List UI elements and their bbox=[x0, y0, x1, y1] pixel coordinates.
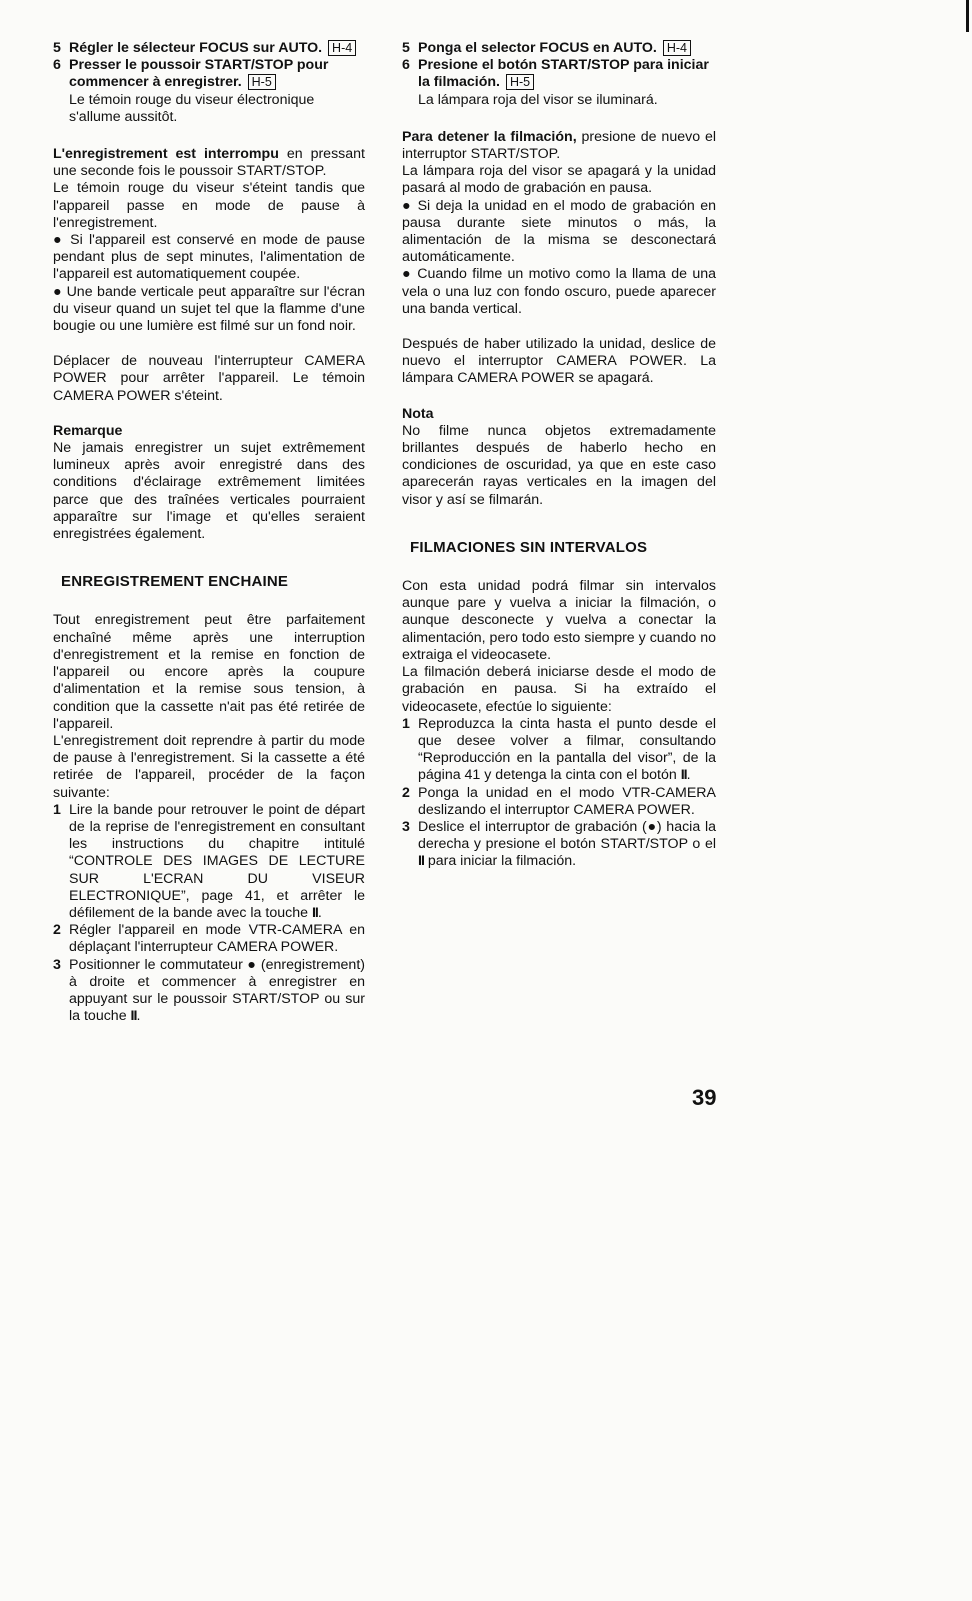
es-step-5-text: Ponga el selector FOCUS en AUTO. bbox=[418, 40, 657, 56]
es-section-title: FILMACIONES SIN INTERVALOS bbox=[410, 538, 648, 556]
fr-list-step-3 bbox=[53, 957, 365, 1026]
fr-step-5-text: Régler le sélecteur FOCUS sur AUTO. bbox=[69, 40, 323, 56]
fr-step-6-number: 6 bbox=[53, 57, 61, 74]
es-step-6-sub: La lámpara roja del visor se iluminará. bbox=[418, 91, 658, 108]
fr-remark-text: Ne jamais enregistrer un sujet extrêmement lumineux après avoir enregistré dans des conditions d'éclairage extrêmement limitées parce que des traînées verticales pourraient apparaître sur l'image et qu'elles seraient enregistrées également. bbox=[53, 440, 365, 543]
es-intro-2: La filmación deberá iniciarse desde el modo de grabación en pausa. Si ha extraído el videocasete, efectúe lo siguiente: bbox=[402, 664, 716, 715]
fr-step-5-number: 5 bbox=[53, 40, 61, 56]
es-step-5 bbox=[402, 40, 716, 57]
pause-icon: II bbox=[311, 904, 318, 921]
es-note-text: No filme nunca objetos extremadamente brillantes después de haberlo hecho en condiciones de oscuridad, ya que en este caso aparecerán rayas verticales en la imagen del visor y así se filmarán. bbox=[402, 422, 716, 508]
fr-step-6-tag: H-5 bbox=[248, 74, 276, 90]
es-step-5-number: 5 bbox=[402, 40, 410, 56]
fr-list-step-1-tail: . bbox=[317, 904, 322, 921]
fr-step-6 bbox=[53, 57, 365, 126]
fr-stop-rest: en pressant une seconde fois le poussoir START/STOP. bbox=[53, 146, 365, 180]
es-list-step-2-text: Ponga la unidad en el modo VTR-CAMERA deslizando el interruptor CAMERA POWER. bbox=[418, 784, 716, 818]
fr-section-title: ENREGISTREMENT ENCHAINE bbox=[61, 573, 289, 591]
es-list-step-1-text: Reproduzca la cinta hasta el punto desde el que desee volver a filmar, consultando “Reproducción en la pantalla del visor”, de la página 41 y detenga la cinta con el botón bbox=[418, 715, 716, 784]
fr-list-step-3-text: Positionner le commutateur ● (enregistrement) à droite et commencer à enregistrer en appuyant sur le poussoir START/STOP ou sur la touche bbox=[69, 956, 365, 1025]
pause-icon: II bbox=[418, 853, 424, 870]
fr-remark bbox=[53, 423, 365, 543]
fr-intro-2: L'enregistrement doit reprendre à partir du mode de pause à l'enregistrement. Si la cassette a été retirée de l'appareil, procéder de la façon suivante: bbox=[53, 732, 365, 801]
es-stop-rest: presione de nuevo el interruptor START/STOP. bbox=[402, 128, 716, 163]
es-intro-1: Con esta unidad podrá filmar sin intervalos aunque pare y vuelva a iniciar la filmación, o aunque desconecte y vuelva a conectar la alimentación, pero todo esto siempre y cuando no extraiga el videocasete. bbox=[402, 578, 716, 663]
es-stop-p2: La lámpara roja del visor se apagará y la unidad pasará al modo de grabación en pausa. bbox=[402, 163, 716, 197]
es-list-step-2 bbox=[402, 785, 716, 819]
fr-list-step-1-number: 1 bbox=[53, 801, 61, 818]
es-note bbox=[402, 406, 716, 509]
es-step-6-text: Presione el botón START/STOP para iniciar la filmación. bbox=[418, 57, 709, 91]
page-number: 39 bbox=[692, 1085, 717, 1110]
fr-stop-bold: L'enregistrement est interrompu bbox=[53, 146, 279, 163]
fr-list-step-3-tail: . bbox=[136, 1008, 141, 1025]
fr-list-step-2 bbox=[53, 922, 365, 956]
es-list-step-3-number: 3 bbox=[402, 818, 410, 835]
fr-list-step-3-number: 3 bbox=[53, 956, 61, 973]
fr-remark-title: Remarque bbox=[53, 422, 123, 439]
es-list-step-3 bbox=[402, 819, 716, 871]
pause-icon: II bbox=[680, 767, 687, 784]
fr-list-step-1 bbox=[53, 802, 365, 922]
fr-intro-1: Tout enregistrement peut être parfaitement enchaîné même après une interruption d'enregistrement et la remise en fonction de l'appareil ou encore après la coupure d'alimentation et la remise sous tension, à condition que la cassette n'ait pas été retirée de l'appareil. bbox=[53, 612, 365, 732]
spanish-column bbox=[402, 40, 716, 871]
fr-power-off: Déplacer de nouveau l'interrupteur CAMERA POWER pour arrêter l'appareil. Le témoin CAMERA POWER s'éteint. bbox=[53, 353, 365, 404]
es-list-step-3-tail: para iniciar la filmación. bbox=[423, 853, 577, 870]
fr-step-6-sub: Le témoin rouge du viseur électronique s'allume aussitôt. bbox=[69, 91, 315, 125]
es-stop-bold: Para detener la filmación, bbox=[402, 128, 577, 145]
es-power-off: Después de haber utilizado la unidad, deslice de nuevo el interruptor CAMERA POWER. La lámpara CAMERA POWER se apagará. bbox=[402, 336, 716, 387]
es-list-step-1-number: 1 bbox=[402, 715, 410, 732]
es-note-title: Nota bbox=[402, 405, 434, 422]
page-edge-mark bbox=[966, 0, 969, 32]
fr-list-step-2-number: 2 bbox=[53, 922, 61, 939]
es-stop-bullet-2: ● Cuando filme un motivo como la llama de una vela o una luz con fondo oscuro, puede aparecer una banda vertical. bbox=[402, 266, 716, 318]
es-stop-bullet-1: ● Si deja la unidad en el modo de grabación en pausa durante siete minutos o más, la alimentación de la misma se desconectará automáticamente. bbox=[402, 198, 716, 267]
fr-stop-bullet-1: ● Si l'appareil est conservé en mode de pause pendant plus de sept minutes, l'alimentation de l'appareil est automatiquement coupée. bbox=[53, 232, 365, 284]
fr-step-6-text: Presser le poussoir START/STOP pour commencer à enregistrer. bbox=[69, 57, 329, 91]
es-list-step-2-number: 2 bbox=[402, 784, 410, 801]
fr-list-step-1-text: Lire la bande pour retrouver le point de départ de la reprise de l'enregistrement en consultant les instructions du chapitre intitulé “CONTROLE DES IMAGES DE LECTURE SUR L'ECRAN DU VISEUR ELECTRONIQUE”, page 41, et arrêter le défilement de la bande avec la touche bbox=[69, 801, 365, 921]
es-list-step-1 bbox=[402, 716, 716, 785]
es-step-6 bbox=[402, 57, 716, 109]
french-column bbox=[53, 40, 365, 1025]
fr-step-5-tag: H-4 bbox=[328, 40, 356, 56]
pause-icon: II bbox=[130, 1008, 137, 1025]
es-step-6-number: 6 bbox=[402, 57, 410, 74]
es-step-6-tag: H-5 bbox=[506, 74, 534, 90]
fr-stop-p2: Le témoin rouge du viseur s'éteint tandis que l'appareil passe en mode de pause à l'enregistrement. bbox=[53, 180, 365, 231]
fr-stop-bullet-2: ● Une bande verticale peut apparaître sur l'écran du viseur quand un sujet tel que la flamme d'une bougie ou une lumière est filmé sur un fond noir. bbox=[53, 284, 365, 336]
es-list-step-1-tail: . bbox=[686, 767, 691, 784]
es-step-5-tag: H-4 bbox=[663, 40, 691, 56]
fr-stop-block bbox=[53, 146, 365, 335]
es-list-step-3-text: Deslice el interruptor de grabación (●) hacia la derecha y presione el botón START/STOP o el bbox=[418, 818, 716, 853]
es-stop-block bbox=[402, 129, 716, 318]
fr-list-step-2-text: Régler l'appareil en mode VTR-CAMERA en déplaçant l'interrupteur CAMERA POWER. bbox=[69, 922, 365, 956]
fr-step-5 bbox=[53, 40, 365, 57]
